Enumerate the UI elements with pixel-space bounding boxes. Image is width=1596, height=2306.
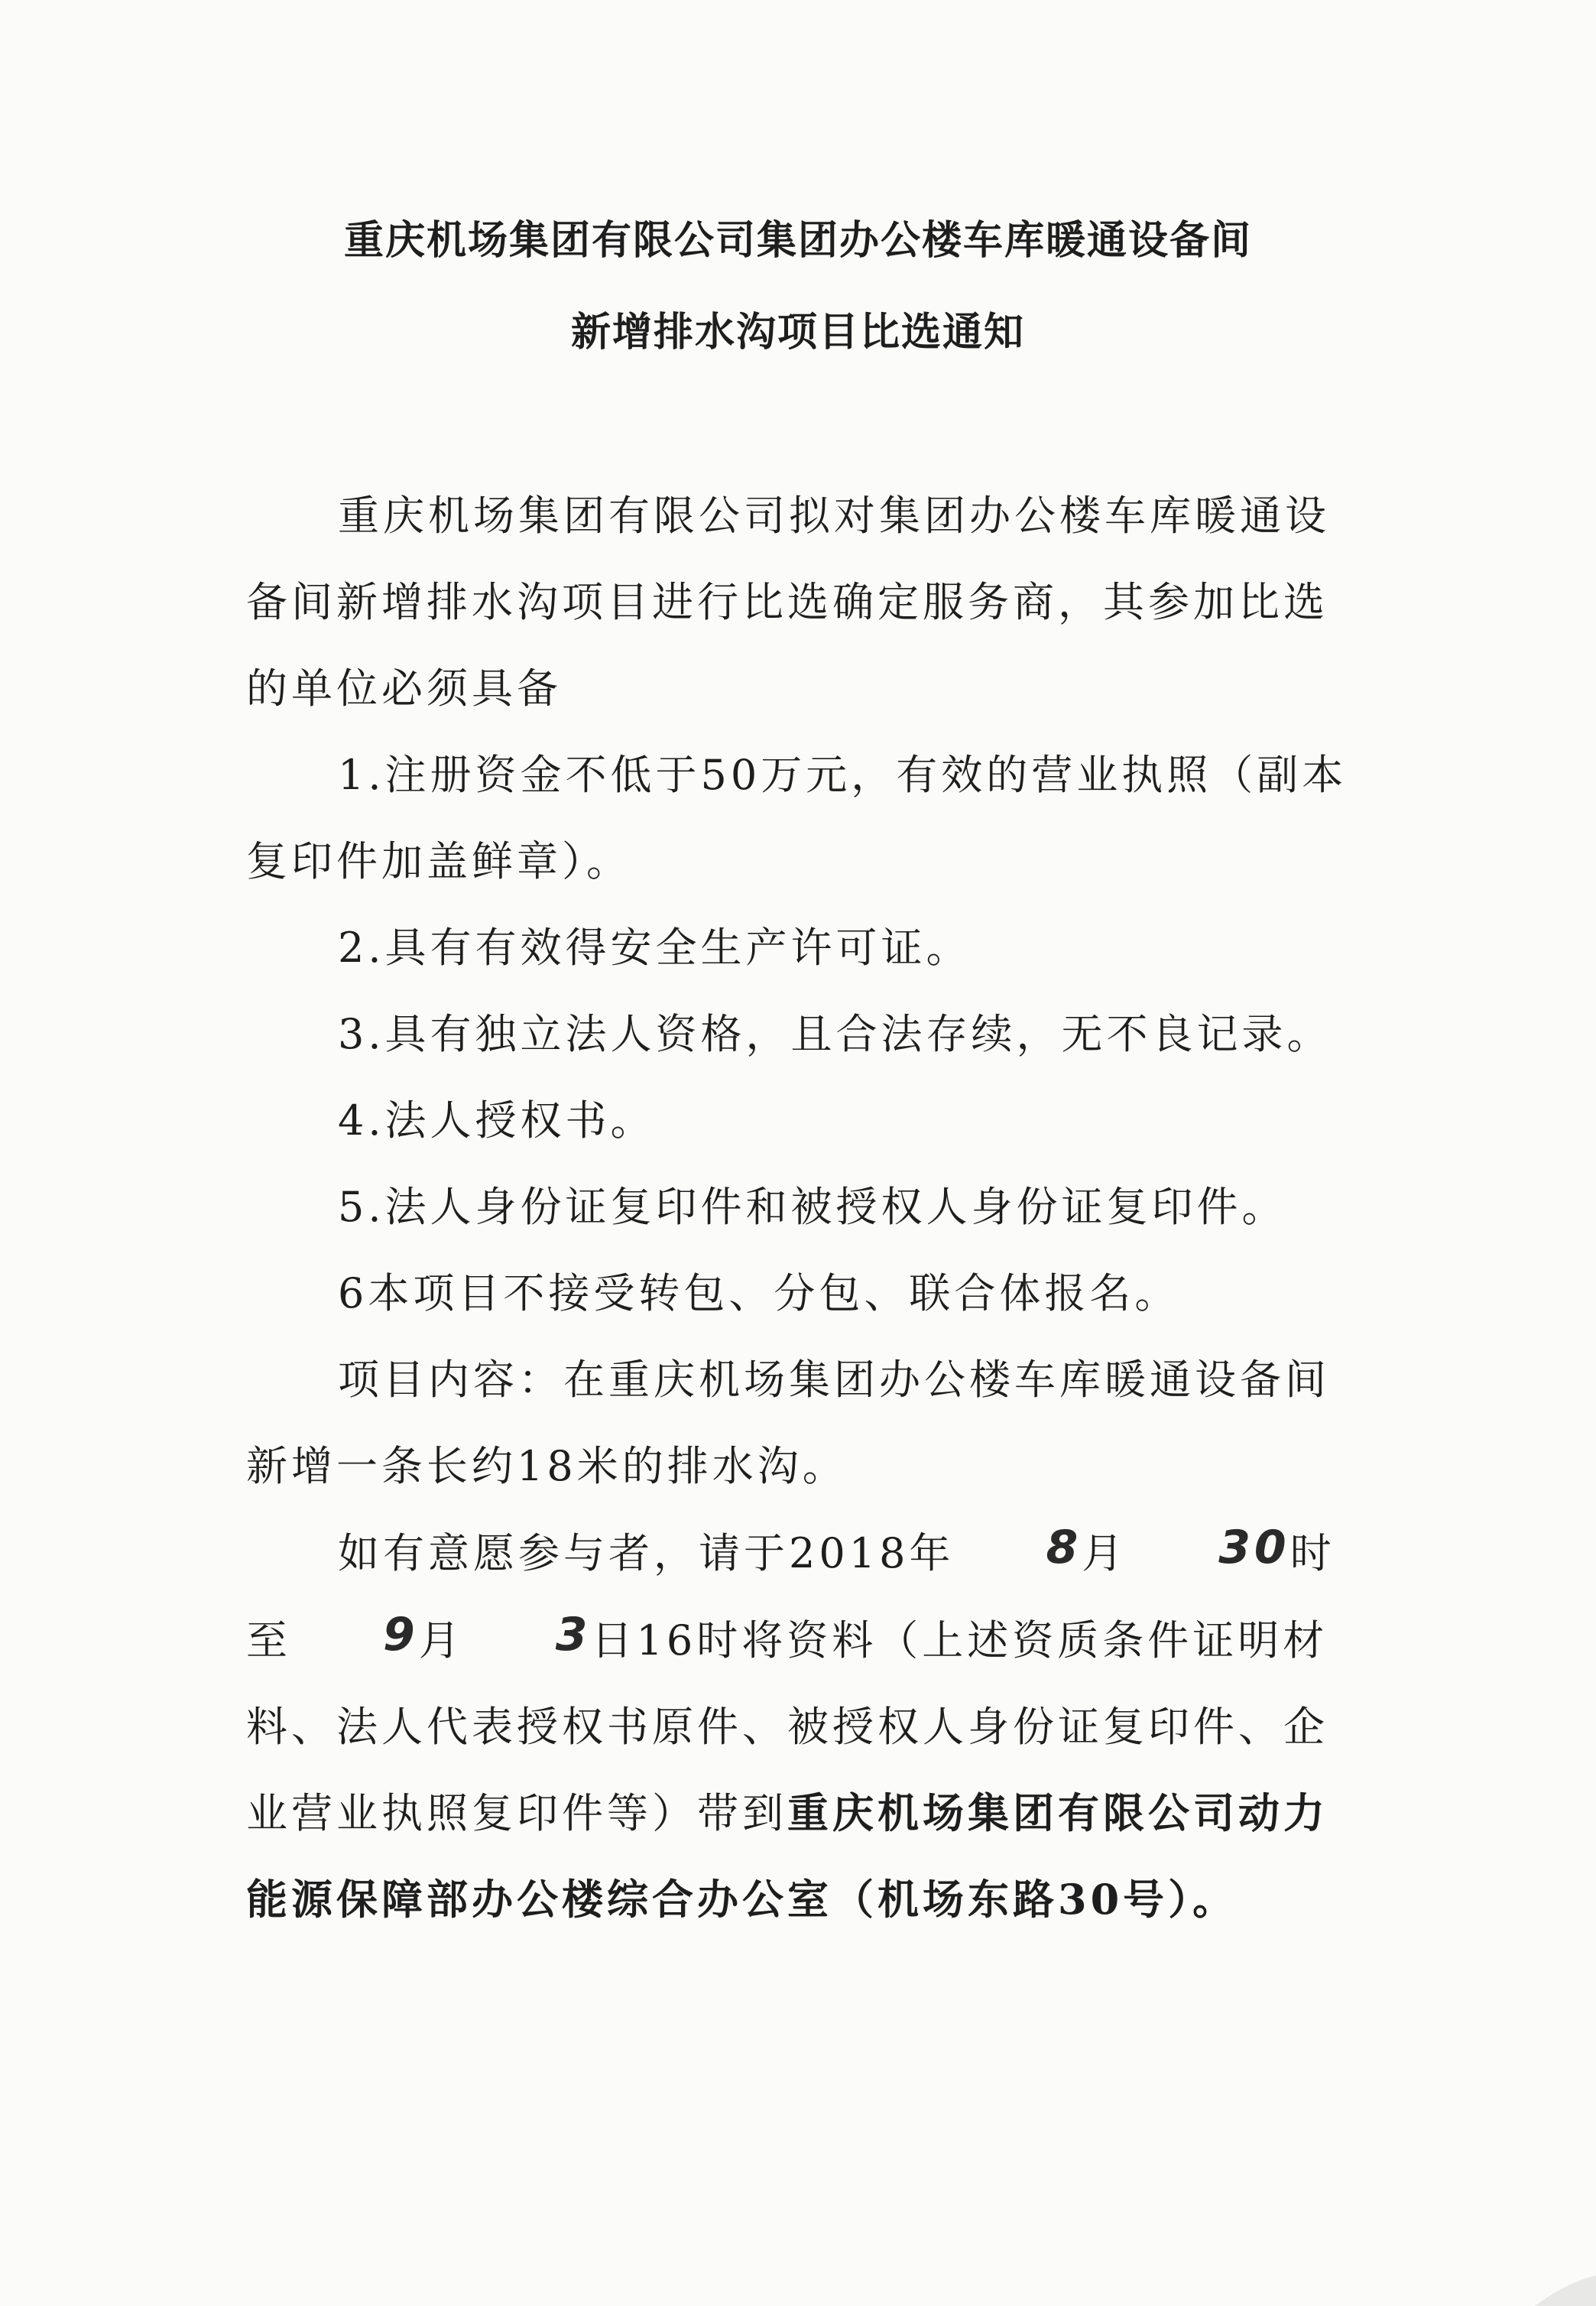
closing-text-5: 日16时将资料（上述资质条件证明材料、法人代表授权书原件、被授权人身份证复印件、企业营业执照复印件等）带到 (246, 1616, 1328, 1837)
closing-paragraph (246, 1509, 1370, 1943)
handwritten-day-start: 30 (1218, 1521, 1290, 1574)
handwritten-month-end: 9 (383, 1608, 419, 1661)
requirement-3: 3.具有独立法人资格，且合法存续，无不良记录。 (338, 1010, 1332, 1058)
requirement-1: 1.注册资金不低于50万元，有效的营业执照（副本复印件加盖鲜章）。 (246, 751, 1348, 885)
handwritten-day-end: 3 (555, 1608, 592, 1661)
closing-text-4: 月 (418, 1616, 464, 1665)
requirement-6: 6本项目不接受转包、分包、联合体报名。 (338, 1269, 1180, 1317)
document-title-line1: 重庆机场集团有限公司集团办公楼车库暖通设备间 (343, 217, 1252, 264)
document-body (246, 473, 1370, 1943)
submission-location: 重庆机场集团有限公司动力能源保障部办公楼综合办公室（机场东路30号）。 (246, 1788, 1328, 1924)
document-title-line2: 新增排水沟项目比选通知 (570, 309, 1025, 356)
content-paragraph: 项目内容：在重庆机场集团办公楼车库暖通设备间新增一条长约18米的排水沟。 (246, 1356, 1330, 1490)
requirement-5: 5.法人身份证复印件和被授权人身份证复印件。 (338, 1183, 1287, 1231)
closing-text-3: 时至 (246, 1529, 1335, 1665)
closing-text-1: 如有意愿参与者，请于2018年 (338, 1529, 955, 1577)
page-corner-mark (1504, 2260, 1596, 2306)
requirement-4: 4.法人授权书。 (338, 1096, 656, 1145)
handwritten-month-start: 8 (1046, 1521, 1082, 1574)
intro-paragraph: 重庆机场集团有限公司拟对集团办公楼车库暖通设备间新增排水沟项目进行比选确定服务商，其参加比选的单位必须具备 (246, 492, 1330, 713)
requirement-2: 2.具有有效得安全生产许可证。 (338, 924, 972, 972)
closing-text-2: 月 (1082, 1529, 1127, 1577)
